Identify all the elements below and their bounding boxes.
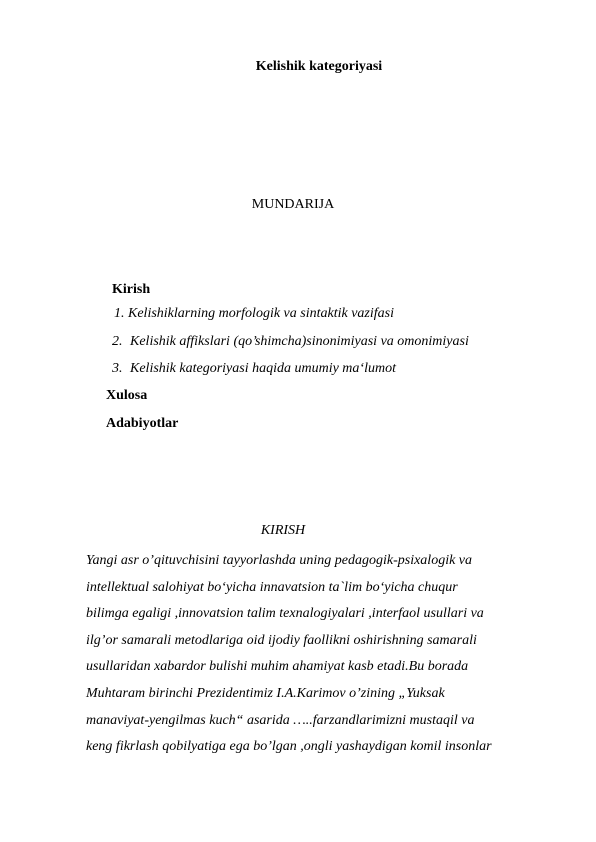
toc-entry-conclusion: Xulosa [106, 388, 148, 403]
toc-entry-3 [112, 361, 396, 377]
toc-entry-intro: Kirish [112, 282, 151, 297]
intro-paragraph [86, 551, 566, 764]
paragraph-line: manaviyat-yengilmas kuch“ asarida …..farzandlarimizni mustaqil va [86, 712, 475, 728]
toc-entry-text: Kelishiklarning morfologik va sintaktik vazifasi [128, 306, 394, 321]
paragraph-line: Muhtaram birinchi Prezidentimiz I.A.Karimov o’zining „Yuksak [86, 685, 445, 701]
toc-entry-1 [114, 306, 394, 322]
paragraph-line: keng fikrlash qobilyatiga ega bo’lgan ,ongli yashaydigan komil insonlar [86, 739, 492, 755]
toc-entry-text: Kelishik kategoriyasi haqida umumiy ma‘lumot [130, 361, 396, 376]
paragraph-line: Yangi asr o’qituvchisini tayyorlashda uning pedagogik-psixalogik va [86, 553, 473, 568]
paragraph-line: usullaridan xabardor bulishi muhim ahamiyat kasb etadi.Bu borada [86, 659, 469, 675]
toc-entry-references: Adabiyotlar [106, 416, 179, 431]
section-heading-kirish: KIRISH [260, 523, 306, 538]
toc-entry-number: 3. [112, 361, 123, 376]
paragraph-line: intellektual salohiyat bo‘yicha innavatsion ta`lim bo‘yicha chuqur [86, 579, 458, 595]
toc-entry-text: Kelishik affikslari (qo’shimcha)sinonimiyasi va omonimiyasi [130, 334, 469, 349]
document-title: Kelishik kategoriyasi [255, 59, 383, 74]
toc-entry-2 [112, 334, 469, 350]
paragraph-line: ilg’or samarali metodlariga oid ijodiy faollikni oshirishning samarali [86, 632, 477, 648]
toc-heading: MUNDARIJA [251, 197, 335, 212]
toc-entry-number: 2. [112, 334, 123, 349]
paragraph-line: bilimga egaligi ,innovatsion talim texnalogiyalari ,interfaol usullari va [86, 606, 484, 622]
toc-entry-number: 1. [114, 306, 125, 321]
